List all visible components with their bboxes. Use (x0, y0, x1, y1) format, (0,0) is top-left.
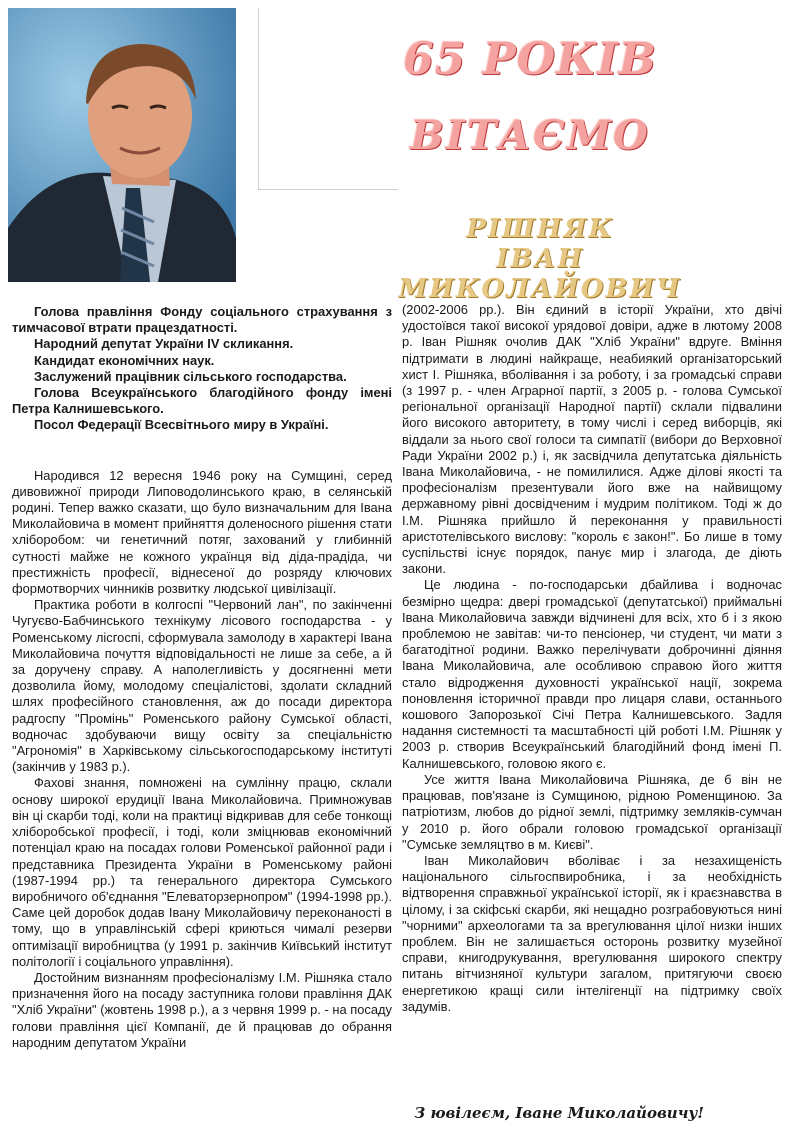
closing-signature: З ювілеєм, Іване Миколайовичу! (414, 1104, 704, 1122)
left-column (12, 304, 392, 1051)
person-surname: РІШНЯК (466, 214, 614, 244)
frame-line-vertical (258, 8, 259, 190)
person-given-names: ІВАН МИКОЛАЙОВИЧ (398, 244, 682, 304)
body-paragraph: Практика роботи в колгоспі "Червоний лан", по закінченні Чугуєво-Бабчинського технікуму лісового господарства - у Роменському лісгоспі, сформувала замолоду в характері Івана Миколайовича почуття відповідальності не лише за себе, а й за доручену справу. А наполегливість у досягненні мети дозволила йому, молодому спеціалістові, здолати складний шлях професійного становлення, аж до посади директора радгоспу "Промінь" Роменського району Сумської області, водночас здобуваючи вищу освіту за спеціальністю "Агрономія" в Харківському сільськогосподарському інституті (закінчив у 1983 р.). (12, 597, 392, 775)
title-item: Посол Федерації Всесвітнього миру в Україні. (34, 417, 329, 433)
anniversary-years: 65 РОКІВ (403, 34, 657, 85)
title-item: Заслужений працівник сільського господарства. (34, 368, 347, 384)
body-paragraph: Іван Миколайович вболіває і за незахищеність національного сільгоспвиробника, і за необхідність відтворення справжньої української історії, як і краєзнавства в цілому, і за скіфські скарби, які нещадно розграбовуються нині "чорними" археологами та за врегулювання цілої низки інших проблем. Він не залишається осторонь розвитку музейної справи, книгодрукування, врегулювання широкого спектру питань вітчизняної культури загалом, притягуючи своєю енергетикою кращі сили інтелігенції на підтримку своїх задумів. (402, 852, 782, 1014)
title-item: Кандидат економічних наук. (34, 352, 215, 368)
body-paragraph: Усе життя Івана Миколайовича Рішняка, де б він не працював, пов'язане із Сумщиною, рідною Роменщиною. За патріотизм, любов до рідної землі, підтримку земляків-сумчан у 2010 р. його обрали головою громадської організації "Сумське земляцтво в м. Києві". (402, 771, 782, 852)
right-column (402, 302, 782, 1015)
title-item: Голова Всеукраїнського благодійного фонду імені Петра Калнишевського. (12, 385, 392, 417)
body-paragraph: Народився 12 вересня 1946 року на Сумщині, серед дивовижної природи Липоводолинського краю, в селянській родині. Тепер важко сказати, що було визначальним для Івана Миколайовича в момент прийняття доленосного рішення стати хліборобом: чи генетичний потяг, захований у глибинній сутності майже не кожного українця від діда-прадіда, чи престижність професії, віднесеної до розряду ключових формотворчих чинників розвитку людської цивілізації. (12, 467, 392, 597)
body-paragraph: (2002-2006 рр.). Він єдиний в історії України, хто двічі удостоївся такої високої урядової довіри, адже в лютому 2008 р. Іван Рішняк очолив ДАК "Хліб України" вдруге. Вміння підтримати в людині найкраще, неабиякий організаторський хист І. Рішняка, вболівання і за роботу, і за громадські справи (з 1997 р. - член Аграрної партії, з 2005 р. - голова Сумської регіональної організації Народної партії) склали підвалини його високого авторитету, в тому числі і серед виборців, які віддали за нього свої голоси та симпатії (вибори до Верховної Ради України 2002 р.) і, як засвідчила депутатська діяльність Івана Миколайовича, - не помилилися. Адже ділові якості та професіоналізм презентували його вже на найвищому державному рівні досвідченим і мудрим політиком. Тоді ж до І.М. Рішняка прийшло й переконання у правильності аристотелівського вислову: "король є закон!". Бо лише в тому суспільстві існує порядок, панує мир і злагода, де діють закони. (402, 302, 782, 577)
portrait-photo-icon (8, 8, 236, 282)
greeting-title: ВІТАЄМО (410, 112, 650, 159)
title-item: Народний депутат України IV скликання. (34, 336, 294, 352)
portrait-photo (8, 8, 236, 282)
titles-list (12, 304, 392, 434)
frame-line-horizontal (258, 189, 398, 190)
body-paragraph: Фахові знання, помножені на сумлінну працю, склали основу широкої ерудиції Івана Миколайовича. Примножував він ці скарби тоді, коли на практиці відкривав для себе тонкощі хліборобської професії, і тоді, коли зміцнював економічний потенціал краю на посадах голови Роменської районної ради і представника Президента України в Роменському районі (1987-1994 рр.) та генерального директора Сумського виробничого об'єднання "Елеваторзернопром" (1994-1998 рр.). Саме цей доробок додав Івану Миколайовичу переконаності в тому, що в управлінській сфері криються чималі резерви оптимізації виробництва (у 1991 р. закінчив Київський інститут політології і соціального управління). (12, 775, 392, 969)
body-paragraph: Достойним визнанням професіоналізму І.М. Рішняка стало призначення його на посаду заступника голови правління ДАК "Хліб України" (жовтень 1998 р.), а з червня 1999 р. - на посаду голови правління цієї Компанії, де й працював до обрання народним депутатом України (12, 969, 392, 1050)
body-paragraph: Це людина - по-господарськи дбайлива і водночас безмірно щедра: двері громадської (депутатської) приймальні Івана Миколайовича завжди відчинені для всіх, хто б і з якою проблемою не завітав: чи-то пенсіонер, чи студент, чи мати з багатодітної родини. Важко перелічувати доброчинні діяння Івана Миколайовича, але особливою справою його життя стало відродження духовності української нації, зокрема поновлення історичної правди про лицаря слави, останнього кошового Запорозької Січі Петра Калнишевського. Задля надання системності та масштабності цій роботі І.М. Рішняк у 2003 р. створив Всеукраїнський благодійний фонд імені П. Калнишевського, головою якого є. (402, 577, 782, 771)
title-item: Голова правління Фонду соціального страхування з тимчасової втрати працездатності. (12, 304, 392, 336)
